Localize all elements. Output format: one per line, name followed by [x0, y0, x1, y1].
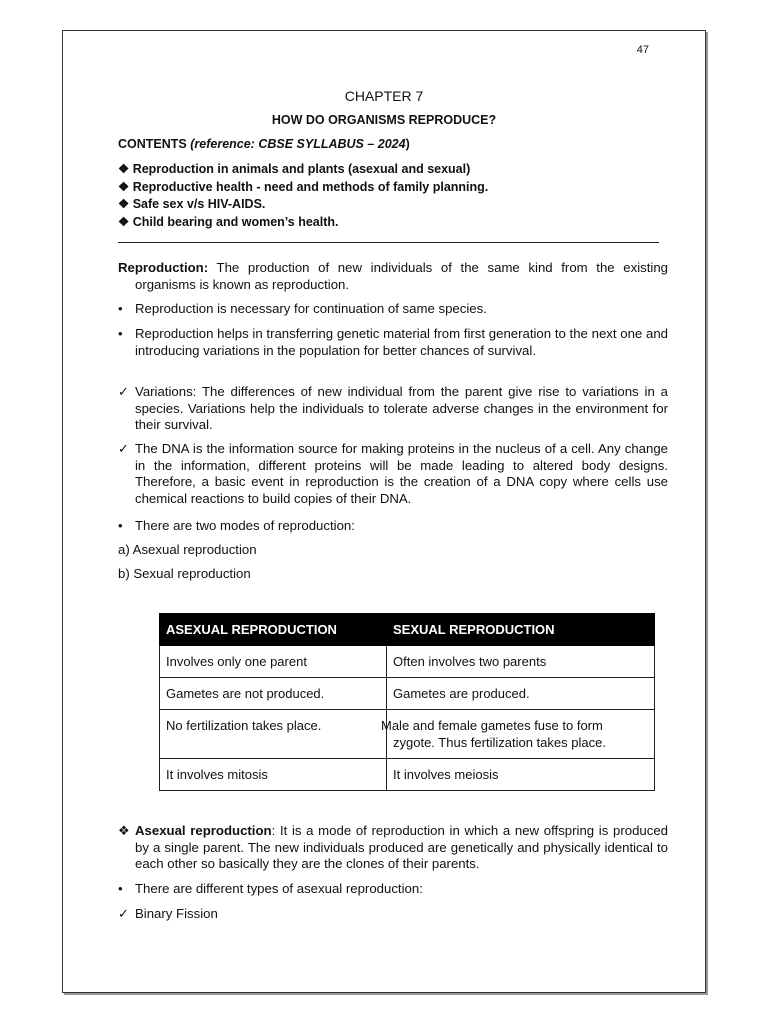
list-item	[118, 326, 668, 359]
mode-item: b) Sexual reproduction	[118, 566, 251, 581]
table-header: SEXUAL REPRODUCTION	[387, 614, 655, 646]
list-item	[118, 301, 668, 318]
table-row	[160, 759, 655, 791]
table-cell: It involves meiosis	[387, 759, 655, 791]
list-item-text: Reproduction is necessary for continuation of same species.	[135, 301, 487, 316]
table-header-row	[160, 614, 655, 646]
table-row	[160, 710, 655, 759]
table-cell: Gametes are not produced.	[160, 678, 387, 710]
contents-close: )	[405, 137, 410, 151]
page-number: 47	[636, 44, 649, 56]
table-row	[160, 646, 655, 678]
contents-item-text: Reproductive health - need and methods of family planning.	[132, 179, 489, 194]
list-item	[118, 384, 668, 434]
check-icon: ✓	[118, 384, 130, 399]
bullet-icon: •	[118, 881, 123, 896]
chapter-title: HOW DO ORGANISMS REPRODUCE?	[271, 113, 497, 127]
check-icon: ✓	[118, 906, 130, 921]
bullet-icon: •	[118, 301, 123, 316]
list-item-text: The DNA is the information source for making proteins in the nucleus of a cell. Any change in the information, different proteins will be made leading to altered body designs. Therefore, a basic event in reproduction is the creation of a DNA copy where cells use chemical reactions to build copies of their DNA.	[135, 441, 668, 506]
bullet-icon: •	[118, 326, 123, 341]
table-row	[160, 678, 655, 710]
contents-item-text: Safe sex v/s HIV-AIDS.	[132, 197, 266, 211]
asexual-text: : It is a mode of reproduction in which a new offspring is produced by a single parent. The new individuals produced are genetically and physically identical to each other so basically they are the clones of their parents.	[135, 823, 668, 871]
contents-item: ❖ Reproduction in animals and plants (asexual and sexual)	[118, 162, 471, 176]
reproduction-term: Reproduction:	[118, 260, 209, 275]
check-icon: ✓	[118, 441, 130, 456]
table-header: ASEXUAL REPRODUCTION	[160, 614, 387, 646]
table-cell: No fertilization takes place.	[160, 710, 387, 759]
contents-item: ❖ Child bearing and women’s health.	[118, 214, 339, 229]
contents-item: ❖ Safe sex v/s HIV-AIDS.	[118, 197, 266, 211]
comparison-table	[159, 613, 655, 791]
divider	[118, 242, 659, 243]
contents-list	[118, 161, 488, 231]
contents-reference: (reference: CBSE SYLLABUS – 2024	[190, 137, 406, 151]
table-cell: Involves only one parent	[160, 646, 387, 678]
list-item	[118, 441, 668, 507]
bullet-icon: •	[118, 518, 123, 533]
chapter-label: CHAPTER 7	[344, 88, 424, 104]
list-item	[118, 906, 668, 923]
contents-item-text: Child bearing and women’s health.	[132, 214, 339, 229]
reproduction-text: The production of new individuals of the same kind from the existing organisms is known as reproduction.	[135, 260, 668, 292]
contents-heading	[118, 137, 410, 151]
table-cell: Often involves two parents	[387, 646, 655, 678]
list-item-text: Reproduction helps in transferring genetic material from first generation to the next one and introducing variations in the population for better chances of survival.	[135, 326, 668, 358]
document-page	[62, 30, 706, 993]
reproduction-definition	[118, 260, 668, 293]
list-item-text: Binary Fission	[135, 906, 218, 921]
asexual-term: Asexual reproduction	[135, 823, 272, 838]
list-item	[118, 518, 668, 535]
list-item-text: Variations: The differences of new individual from the parent give rise to variations in a species. Variations help the individuals to tolerate adverse changes in the environment for their survival.	[135, 384, 668, 432]
list-item-text: There are two modes of reproduction:	[135, 518, 355, 533]
contents-label: CONTENTS	[118, 137, 187, 151]
list-item	[118, 881, 668, 898]
diamond-bullet-icon: ❖	[118, 823, 130, 838]
contents-item-text: Reproduction in animals and plants (asexual and sexual)	[132, 162, 471, 176]
mode-item: a) Asexual reproduction	[118, 542, 257, 557]
table-cell: It involves mitosis	[160, 759, 387, 791]
contents-item: ❖ Reproductive health - need and methods of family planning.	[118, 179, 489, 194]
table-cell: Gametes are produced.	[387, 678, 655, 710]
asexual-paragraph	[118, 823, 668, 873]
list-item-text: There are different types of asexual reproduction:	[135, 881, 423, 896]
table-cell: Male and female gametes fuse to form zygote. Thus fertilization takes place.	[387, 710, 655, 759]
